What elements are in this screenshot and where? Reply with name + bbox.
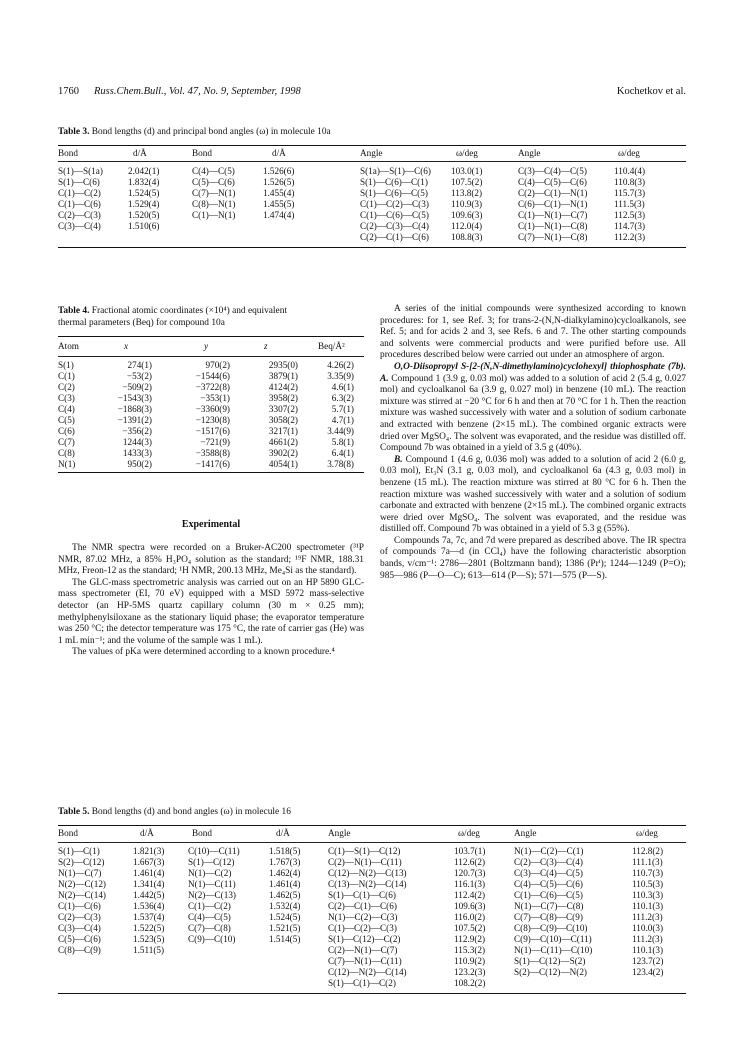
table5-top-rule [58, 825, 686, 826]
table4-header-row [58, 341, 364, 354]
experimental-p2: The GLC-mass spectrometric analysis was carried out on an HP 5890 GLC-mass spectrometer (EI, 70 eV) equipped with a MSD 5972 mass-selective detector (an HP-5MS quartz capillary column (30 m × 0.25 mm); methylphenylsiloxane as the stationary liquid phase; the evaporator temperature was 250 °C; the detector temperature was 175 °C, the rate of carrier gas (He) was 1 mL min⁻¹; and the volume of the sample was 1 mL). [58, 577, 364, 646]
table4-col-beq: Beq/Å² [318, 341, 345, 351]
table3-header-rule [58, 161, 686, 162]
table5-w1: 103.7(1) 112.6(2) 120.7(3) 116.1(3) 112.4(2) 109.6(3) 116.0(2) 107.5(2) 112.9(2) 115.3(2) 110.9(2) 123.2(3) 108.2(2) [454, 846, 486, 988]
table4-body [58, 360, 364, 472]
table3-col-bond2: Bond [192, 148, 212, 158]
authors: Kochetkov et al. [616, 86, 686, 97]
experimental-p1: The NMR spectra were recorded on a Bruker-AC200 spectrometer (³¹P NMR, 87.02 MHz, a 85% H₃PO₄ solution as the standard; ¹⁹F NMR, 188.31 MHz, Freon-12 as the standard; ¹H NMR, 200.13 MHz, Me₄Si as the standard). [58, 543, 364, 577]
experimental-heading: Experimental [181, 519, 241, 530]
table3-col-w: ω/deg [456, 148, 478, 158]
table5-d2: 1.518(5) 1.767(3) 1.462(4) 1.461(4) 1.462(5) 1.532(4) 1.524(5) 1.521(5) 1.514(5) [269, 846, 301, 944]
table3-col-angle2: Angle [518, 148, 541, 158]
table4-atoms: S(1) C(1) C(2) C(3) C(4) C(5) C(6) C(7) C(8) N(1) [58, 360, 76, 469]
table5-col-d: d/Å [140, 828, 154, 838]
table3-bonds2: C(4)—C(5) C(5)—C(6) C(7)—N(1) C(8)—N(1) C(1)—N(1) [192, 166, 236, 220]
table3-col-d2: d/Å [272, 148, 286, 158]
table3-top-rule [58, 145, 686, 146]
table3-d2: 1.526(6) 1.526(5) 1.455(4) 1.455(5) 1.474(4) [263, 166, 295, 220]
procedure-a: O,O-Diisopropyl S-[2-(N,N-dimethylamino)cyclohexyl] thiophosphate (7b). A. Compound 1 (3.9 g, 0.03 mol) was added to a solution of acid 2 (5.4 g, 0.027 mol) and cycloalkanol 6a (3.9 g, 0.027 mol) in benzene (10 mL). The reaction mixture was stirred at −20 °C for 6 h and then at 70 °C for 1 h. Then the reaction mixture was washed successively with water and a solution of sodium carbonate and extracted with benzene (2×15 mL). The combined organic extracts were dried over MgSO₄. The solvent was evaporated, and the residue was distilled off. Compound 7b was obtained in a yield of 3.5 g (40%). [380, 361, 686, 454]
table5-col-angle: Angle [328, 828, 351, 838]
table4-col-atom: Atom [58, 341, 79, 351]
table5-col-d2: d/Å [276, 828, 290, 838]
table5-col-bond2: Bond [192, 828, 212, 838]
table5-body [58, 846, 686, 992]
table4-y: 970(2) −1544(6) −3722(8) −353(1) −3360(9) −1230(8) −1517(6) −721(9) −3588(8) −1417(6) [195, 360, 230, 469]
table4-caption: Table 4. Fractional atomic coordinates (×10⁴) and equivalent thermal parameters (Beq) for compound 10a [58, 306, 287, 328]
table3-col-bond: Bond [58, 148, 78, 158]
journal-citation: Russ.Chem.Bull., Vol. 47, No. 9, September, 1998 [94, 86, 301, 97]
table5-col-w2: ω/deg [636, 828, 658, 838]
table3-body [58, 166, 686, 246]
table4-col-z: z [264, 341, 268, 351]
table3-caption: Table 3. Bond lengths (d) and principal bond angles (ω) in molecule 10a [58, 127, 331, 137]
table4-bottom-rule [58, 472, 364, 473]
table3-col-w2: ω/deg [618, 148, 640, 158]
experimental-p3: The values of pKa were determined according to a known procedure.⁴ [72, 647, 335, 658]
table3-bottom-rule [58, 247, 686, 248]
table5-col-w: ω/deg [458, 828, 480, 838]
table5-w2: 112.8(2) 111.1(3) 110.7(3) 110.5(3) 110.3(3) 110.1(3) 111.2(3) 110.0(3) 111.2(3) 110.1(3) 123.7(2) 123.4(2) [632, 846, 664, 977]
table5-angles2: N(1)—C(2)—C(1) C(2)—C(3)—C(4) C(3)—C(4)—C(5) C(4)—C(5)—C(6) C(1)—C(6)—C(5) N(1)—C(7)—C(8) C(7)—C(8)—C(9) C(8)—C(9)—C(10) C(9)—C(10)—C(11) N(1)—C(11)—C(10) S(1)—C(12)—S(2) S(2)—C(12)—N(2) [514, 846, 593, 977]
table4-col-x: x [124, 341, 129, 351]
table5-d1: 1.821(3) 1.667(3) 1.461(4) 1.341(4) 1.442(5) 1.536(4) 1.537(4) 1.522(5) 1.523(5) 1.511(5) [133, 846, 165, 955]
table3-angles1: S(1a)—S(1)—C(6) S(1)—C(6)—C(1) S(1)—C(6)—C(5) C(1)—C(2)—C(3) C(1)—C(6)—C(5) C(2)—C(3)—C(4) C(2)—C(1)—C(6) [360, 166, 431, 242]
table3-w2: 110.4(4) 110.8(3) 115.7(3) 111.5(3) 112.5(3) 114.7(3) 112.2(3) [614, 166, 646, 242]
experimental-text [58, 543, 364, 659]
table3-bonds1: S(1)—S(1a) S(1)—C(6) C(1)—C(2) C(1)—C(6) C(2)—C(3) C(3)—C(4) [58, 166, 103, 231]
synthesis-intro: A series of the initial compounds were synthesized according to known procedures: for 1, see Ref. 3; for trans-2-(N,N-dialkylamino)cycloalkanols, see Ref. 5; and for acids 2 and 3, see Refs. 6 and 7. The other starting compounds and solvents were commercial products and were purified before use. All procedures described below were carried out under an atmosphere of argon. [380, 304, 686, 361]
table4-col-y: y [204, 341, 209, 351]
table5-angles1: C(1)—S(1)—C(12) C(2)—N(1)—C(11) C(12)—N(2)—C(13) C(13)—N(2)—C(14) S(1)—C(1)—C(6) C(2)—C(1)—C(6) N(1)—C(2)—C(3) C(1)—C(2)—C(3) S(1)—C(12)—C(2) C(2)—N(1)—C(7) C(7)—N(1)—C(11) C(12)—N(2)—C(14) S(1)—C(1)—C(2) [328, 846, 407, 988]
procedure-b: B. Compound 1 (4.6 g, 0.036 mol) was added to a solution of acid 2 (6.0 g, 0.03 mol), Et₃N (3.1 g, 0.03 mol), and cycloalkanol 6a (4.3 g, 0.03 mol) in benzene (15 mL). The reaction mixture was stirred at 80 °C for 6 h. Then the reaction mixture was washed successively with water and a solution of sodium carbonate and extracted with benzene (2×15 mL). The combined organic extracts were dried over MgSO₄. The solvent was evaporated, and the residue was distilled off. Compound 7b was obtained in a yield of 5.3 g (55%). [380, 454, 686, 535]
table3-header-row [58, 148, 686, 162]
table3-col-d: d/Å [133, 148, 147, 158]
table5-bonds2: C(10)—C(11) S(1)—C(12) N(1)—C(2) N(1)—C(11) N(2)—C(13) C(1)—C(2) C(4)—C(5) C(7)—C(8) C(9)—C(10) [188, 846, 240, 944]
table4-beq: 4.26(2) 3.35(9) 4.6(1) 6.3(2) 5.7(1) 4.7(1) 3.44(9) 5.8(1) 6.4(1) 3.78(8) [327, 360, 354, 469]
table4-z: 2935(0) 3879(1) 4124(2) 3958(2) 3307(2) 3058(2) 3217(1) 4661(2) 3902(2) 4054(1) [268, 360, 298, 469]
table3-w1: 103.0(1) 107.5(2) 113.8(2) 110.9(3) 109.6(3) 112.0(4) 108.8(3) [451, 166, 483, 242]
right-column-text [380, 304, 686, 582]
page-number: 1760 [58, 86, 79, 97]
table3-col-angle: Angle [360, 148, 383, 158]
table5-header-rule [58, 842, 686, 843]
table4-top-rule [58, 336, 364, 337]
table5-bottom-rule [58, 993, 686, 994]
table4-x: 274(1) −53(2) −509(2) −1543(3) −1868(3) −1391(2) −356(2) 1244(3) 1433(3) 950(2) [117, 360, 152, 469]
ir-spectra: Compounds 7a, 7c, and 7d were prepared as described above. The IR spectra of compounds 7a—d (in CCl₄) have the following characteristic absorption bands, v/cm⁻¹: 2786—2801 (Boltzmann band); 1386 (Prⁱ); 1244—1249 (P=O); 985—986 (P—O—C); 613—614 (P—S); 571—575 (P—S). [380, 535, 686, 581]
table5-caption: Table 5. Bond lengths (d) and bond angles (ω) in molecule 16 [58, 807, 291, 817]
table3-d1: 2.042(1) 1.832(4) 1.524(5) 1.529(4) 1.520(5) 1.510(6) [128, 166, 160, 231]
table3-angles2: C(3)—C(4)—C(5) C(4)—C(5)—C(6) C(2)—C(1)—N(1) C(6)—C(1)—N(1) C(1)—N(1)—C(7) C(1)—N(1)—C(8) C(7)—N(1)—C(8) [518, 166, 588, 242]
table5-col-angle2: Angle [514, 828, 537, 838]
table4-header-rule [58, 356, 364, 357]
table5-header-row [58, 828, 686, 842]
table5-bonds1: S(1)—C(1) S(2)—C(12) N(1)—C(7) N(2)—C(12) N(2)—C(14) C(1)—C(6) C(2)—C(3) C(3)—C(4) C(5)—C(6) C(8)—C(9) [58, 846, 106, 955]
table5-col-bond: Bond [58, 828, 78, 838]
running-header [58, 86, 686, 102]
